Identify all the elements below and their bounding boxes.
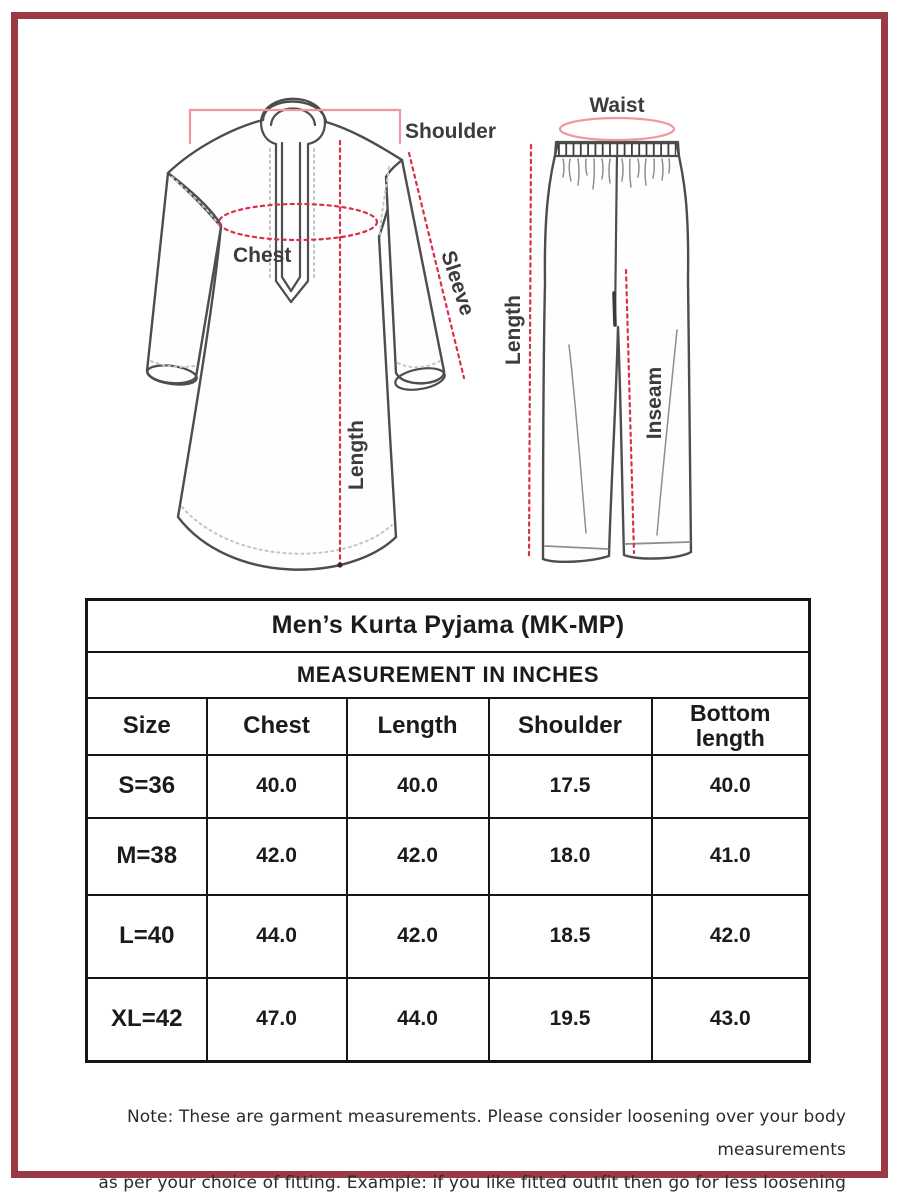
table-subtitle: MEASUREMENT IN INCHES xyxy=(87,652,810,698)
size-cell: M=38 xyxy=(87,818,207,895)
shoulder-cell: 19.5 xyxy=(489,978,652,1062)
pyjama-length-label: Length xyxy=(502,295,525,365)
bottom-length-cell: 41.0 xyxy=(652,818,810,895)
size-table xyxy=(85,598,811,1063)
size-cell: XL=42 xyxy=(87,978,207,1062)
length-cell: 44.0 xyxy=(347,978,489,1062)
chest-cell: 44.0 xyxy=(207,895,347,978)
note-line-2: as per your choice of fitting. Example: if you like fitted outfit then go for less loosening xyxy=(98,1173,846,1193)
bottom-length-cell: 40.0 xyxy=(652,755,810,818)
column-header-bottom-length: Bottom length xyxy=(652,698,810,755)
pyjama-length-measure-line xyxy=(529,145,531,557)
kurta-length-label: Length xyxy=(345,420,368,490)
length-cell: 42.0 xyxy=(347,818,489,895)
note-line-1: Note: These are garment measurements. Please consider loosening over your body measurements xyxy=(126,1107,846,1160)
inseam-label: Inseam xyxy=(643,366,666,440)
size-cell: L=40 xyxy=(87,895,207,978)
chest-cell: 42.0 xyxy=(207,818,347,895)
column-header-size: Size xyxy=(87,698,207,755)
column-header-chest: Chest xyxy=(207,698,347,755)
table-row xyxy=(87,755,810,818)
shoulder-cell: 18.5 xyxy=(489,895,652,978)
bottom-length-cell: 43.0 xyxy=(652,978,810,1062)
waist-measure-ellipse xyxy=(560,118,674,140)
bottom-length-cell: 42.0 xyxy=(652,895,810,978)
table-row xyxy=(87,818,810,895)
garment-measurement-diagram xyxy=(0,55,900,600)
waist-label: Waist xyxy=(589,94,645,117)
length-line-end-dot xyxy=(337,562,342,567)
kurta-right-sleeve xyxy=(386,160,444,383)
size-cell: S=36 xyxy=(87,755,207,818)
table-row xyxy=(87,895,810,978)
pyjama-drawing xyxy=(502,94,691,562)
chest-cell: 47.0 xyxy=(207,978,347,1062)
length-cell: 40.0 xyxy=(347,755,489,818)
shoulder-label: Shoulder xyxy=(405,120,497,143)
length-cell: 42.0 xyxy=(347,895,489,978)
table-row xyxy=(87,978,810,1062)
size-chart xyxy=(85,598,808,1063)
pyjama-crotch xyxy=(614,293,615,325)
table-title: Men’s Kurta Pyjama (MK-MP) xyxy=(87,600,810,652)
chest-label: Chest xyxy=(233,244,292,267)
shoulder-cell: 17.5 xyxy=(489,755,652,818)
sleeve-label: Sleeve xyxy=(436,247,479,319)
column-header-shoulder: Shoulder xyxy=(489,698,652,755)
chest-cell: 40.0 xyxy=(207,755,347,818)
kurta-drawing xyxy=(146,99,496,570)
note-text xyxy=(40,1101,846,1200)
shoulder-cell: 18.0 xyxy=(489,818,652,895)
column-header-length: Length xyxy=(347,698,489,755)
